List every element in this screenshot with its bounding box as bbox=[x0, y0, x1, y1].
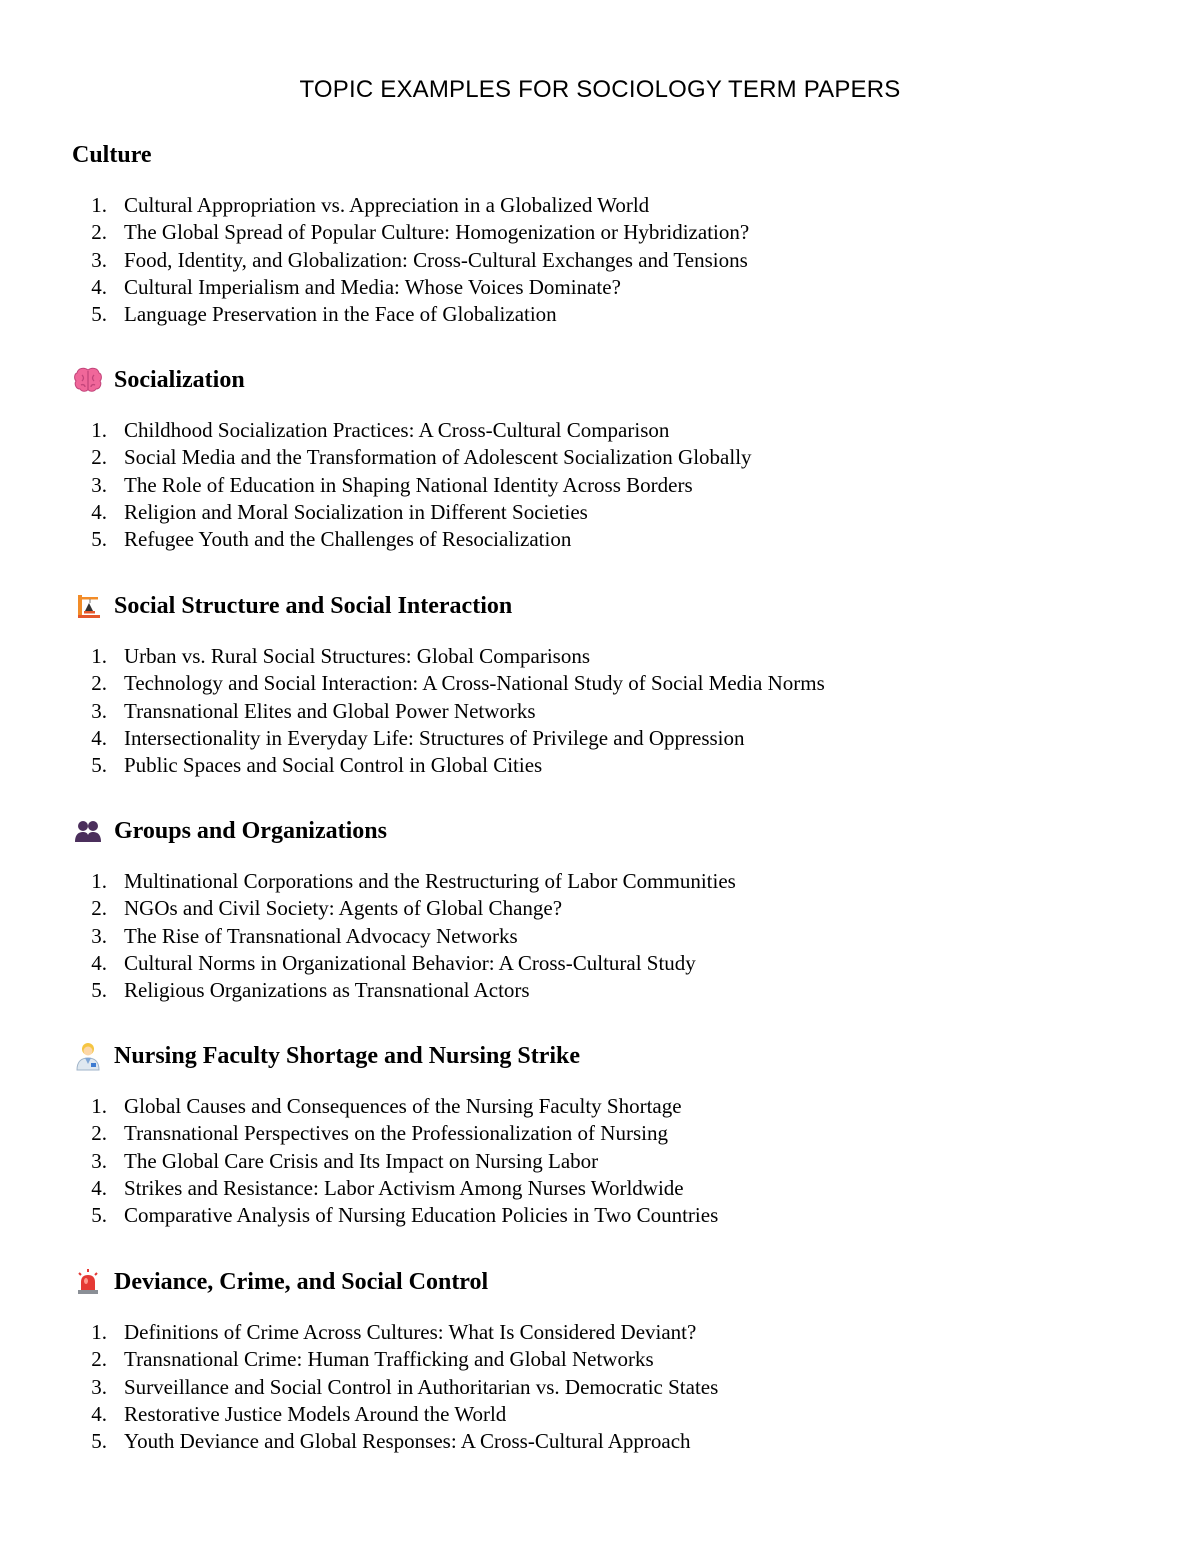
topic-list bbox=[72, 868, 1132, 1004]
list-item bbox=[72, 895, 1132, 922]
topic-text: The Rise of Transnational Advocacy Networks bbox=[124, 923, 518, 948]
list-item bbox=[72, 247, 1132, 274]
topic-text: Youth Deviance and Global Responses: A Cross-Cultural Approach bbox=[124, 1429, 691, 1454]
topic-text: Refugee Youth and the Challenges of Resocialization bbox=[124, 527, 572, 552]
people-group-icon bbox=[72, 815, 104, 847]
topic-list bbox=[72, 1319, 1132, 1455]
list-number: 2. bbox=[91, 671, 107, 696]
list-number: 4. bbox=[91, 1402, 107, 1427]
list-number: 3. bbox=[91, 1374, 107, 1399]
list-item bbox=[72, 1346, 1132, 1373]
list-item bbox=[72, 1175, 1132, 1202]
topic-text: The Global Spread of Popular Culture: Homogenization or Hybridization? bbox=[124, 220, 750, 245]
topic-list bbox=[72, 643, 1132, 779]
list-item bbox=[72, 643, 1132, 670]
list-item bbox=[72, 752, 1132, 779]
list-number: 1. bbox=[91, 1094, 107, 1119]
section-heading bbox=[72, 589, 1132, 623]
list-number: 4. bbox=[91, 500, 107, 525]
topic-text: Religious Organizations as Transnational Actors bbox=[124, 978, 530, 1003]
topic-text: Social Media and the Transformation of Adolescent Socialization Globally bbox=[124, 445, 752, 470]
list-number: 3. bbox=[91, 247, 107, 272]
list-item bbox=[72, 472, 1132, 499]
list-number: 3. bbox=[91, 1148, 107, 1173]
list-number: 3. bbox=[91, 472, 107, 497]
list-number: 5. bbox=[91, 1429, 107, 1454]
section-heading-text: Groups and Organizations bbox=[114, 817, 387, 844]
list-number: 1. bbox=[91, 1320, 107, 1345]
list-item bbox=[72, 444, 1132, 471]
list-number: 4. bbox=[91, 1176, 107, 1201]
list-item bbox=[72, 725, 1132, 752]
list-item bbox=[72, 923, 1132, 950]
list-item bbox=[72, 868, 1132, 895]
list-item bbox=[72, 499, 1132, 526]
topic-text: Religion and Moral Socialization in Different Societies bbox=[124, 500, 588, 525]
health-worker-icon bbox=[72, 1040, 104, 1072]
list-number: 2. bbox=[91, 220, 107, 245]
section-heading bbox=[72, 814, 1132, 848]
section-culture bbox=[72, 138, 1132, 328]
list-number: 2. bbox=[91, 1347, 107, 1372]
topic-text: Transnational Elites and Global Power Networks bbox=[124, 698, 536, 723]
section-nursing bbox=[72, 1039, 1132, 1229]
list-number: 3. bbox=[91, 923, 107, 948]
topic-text: The Global Care Crisis and Its Impact on Nursing Labor bbox=[124, 1148, 599, 1173]
list-item bbox=[72, 1120, 1132, 1147]
topic-list bbox=[72, 1093, 1132, 1229]
section-heading-text: Socialization bbox=[114, 366, 245, 393]
list-number: 4. bbox=[91, 275, 107, 300]
list-item bbox=[72, 1148, 1132, 1175]
brain-icon bbox=[72, 364, 104, 396]
list-number: 5. bbox=[91, 1203, 107, 1228]
section-heading bbox=[72, 363, 1132, 397]
section-heading-text: Culture bbox=[72, 141, 152, 168]
topic-text: Childhood Socialization Practices: A Cross-Cultural Comparison bbox=[124, 418, 670, 443]
list-number: 1. bbox=[91, 418, 107, 443]
section-heading bbox=[72, 138, 1132, 172]
topic-text: Food, Identity, and Globalization: Cross-Cultural Exchanges and Tensions bbox=[124, 247, 748, 272]
topic-text: Restorative Justice Models Around the World bbox=[124, 1402, 507, 1427]
section-deviance-crime bbox=[72, 1265, 1132, 1455]
section-heading-text: Nursing Faculty Shortage and Nursing Strike bbox=[114, 1042, 581, 1069]
topic-list bbox=[72, 417, 1132, 553]
list-item bbox=[72, 526, 1132, 553]
section-social-structure bbox=[72, 589, 1132, 779]
list-number: 4. bbox=[91, 951, 107, 976]
list-item bbox=[72, 977, 1132, 1004]
list-item bbox=[72, 1401, 1132, 1428]
topic-text: Public Spaces and Social Control in Global Cities bbox=[124, 753, 543, 778]
topic-text: Comparative Analysis of Nursing Education Policies in Two Countries bbox=[124, 1203, 719, 1228]
section-socialization bbox=[72, 363, 1132, 553]
topic-text: The Role of Education in Shaping National Identity Across Borders bbox=[124, 472, 693, 497]
page-title: TOPIC EXAMPLES FOR SOCIOLOGY TERM PAPERS bbox=[299, 76, 901, 103]
topic-list bbox=[72, 192, 1132, 328]
list-number: 4. bbox=[91, 726, 107, 751]
topic-text: Technology and Social Interaction: A Cross-National Study of Social Media Norms bbox=[124, 671, 825, 696]
topic-text: Global Causes and Consequences of the Nursing Faculty Shortage bbox=[124, 1094, 682, 1119]
list-item bbox=[72, 219, 1132, 246]
list-item bbox=[72, 1202, 1132, 1229]
section-heading-text: Deviance, Crime, and Social Control bbox=[114, 1268, 489, 1295]
list-number: 2. bbox=[91, 896, 107, 921]
list-number: 1. bbox=[91, 193, 107, 218]
topic-text: Language Preservation in the Face of Globalization bbox=[124, 302, 557, 327]
topic-text: Cultural Norms in Organizational Behavior: A Cross-Cultural Study bbox=[124, 951, 696, 976]
section-heading bbox=[72, 1039, 1132, 1073]
topic-text: Transnational Perspectives on the Professionalization of Nursing bbox=[124, 1121, 668, 1146]
list-item bbox=[72, 1374, 1132, 1401]
list-item bbox=[72, 1428, 1132, 1455]
topic-text: Multinational Corporations and the Restructuring of Labor Communities bbox=[124, 869, 736, 894]
list-item bbox=[72, 274, 1132, 301]
list-number: 2. bbox=[91, 445, 107, 470]
list-number: 3. bbox=[91, 698, 107, 723]
list-item bbox=[72, 1319, 1132, 1346]
section-groups-organizations bbox=[72, 814, 1132, 1004]
topic-text: NGOs and Civil Society: Agents of Global Change? bbox=[124, 896, 563, 921]
list-number: 1. bbox=[91, 644, 107, 669]
topic-text: Cultural Appropriation vs. Appreciation in a Globalized World bbox=[124, 193, 650, 218]
list-number: 2. bbox=[91, 1121, 107, 1146]
topic-text: Transnational Crime: Human Trafficking and Global Networks bbox=[124, 1347, 654, 1372]
list-item bbox=[72, 670, 1132, 697]
list-item bbox=[72, 698, 1132, 725]
list-item bbox=[72, 301, 1132, 328]
list-item bbox=[72, 1093, 1132, 1120]
topic-text: Surveillance and Social Control in Authoritarian vs. Democratic States bbox=[124, 1374, 719, 1399]
list-number: 1. bbox=[91, 869, 107, 894]
topic-text: Strikes and Resistance: Labor Activism Among Nurses Worldwide bbox=[124, 1176, 684, 1201]
list-item bbox=[72, 417, 1132, 444]
list-number: 5. bbox=[91, 978, 107, 1003]
building-construction-icon bbox=[72, 590, 104, 622]
topic-text: Urban vs. Rural Social Structures: Global Comparisons bbox=[124, 644, 591, 669]
section-heading bbox=[72, 1265, 1132, 1299]
list-item bbox=[72, 192, 1132, 219]
topic-text: Cultural Imperialism and Media: Whose Voices Dominate? bbox=[124, 275, 621, 300]
topic-text: Definitions of Crime Across Cultures: What Is Considered Deviant? bbox=[124, 1320, 697, 1345]
list-number: 5. bbox=[91, 527, 107, 552]
list-number: 5. bbox=[91, 753, 107, 778]
section-heading-text: Social Structure and Social Interaction bbox=[114, 592, 513, 619]
list-item bbox=[72, 950, 1132, 977]
police-light-icon bbox=[72, 1266, 104, 1298]
topic-text: Intersectionality in Everyday Life: Structures of Privilege and Oppression bbox=[124, 726, 745, 751]
list-number: 5. bbox=[91, 302, 107, 327]
